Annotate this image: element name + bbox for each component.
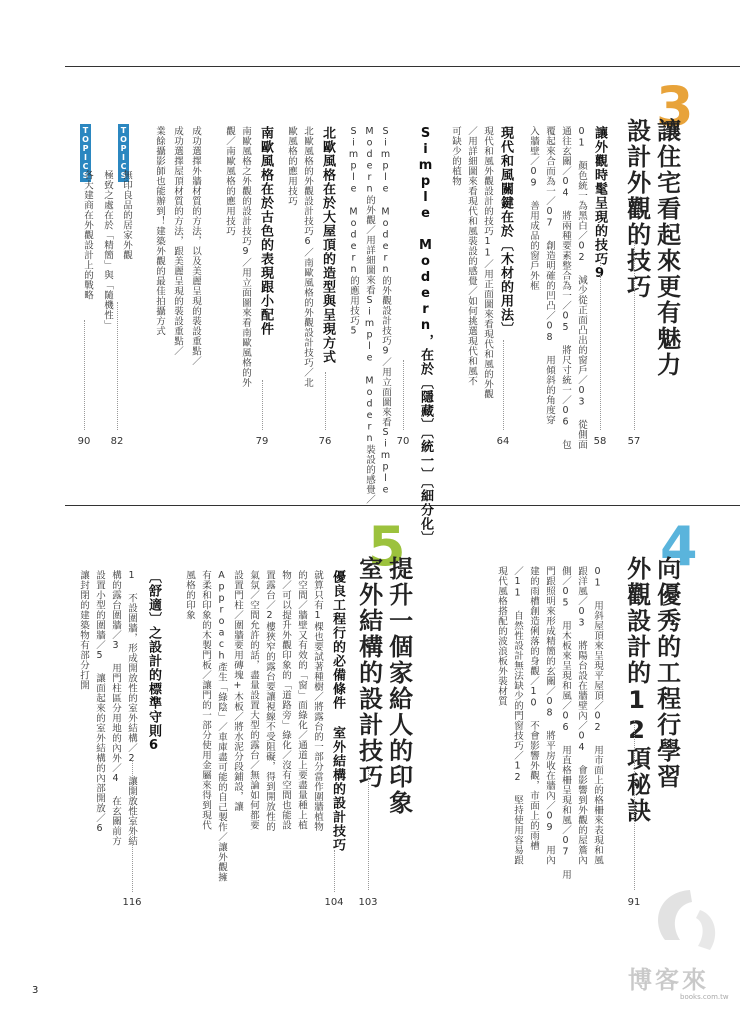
section-page: 82	[110, 436, 124, 447]
chapter-4-body-line: 建的雨槽創造俐落的身觀／10 不會影響外觀，市面上的雨槽	[528, 566, 539, 851]
section-body-line: 北歐風格的外觀設計技巧6／南歐風格的外觀設計技巧／北	[302, 126, 313, 388]
section-page: 104	[324, 897, 344, 908]
chapter-4-body-line: 現代風格搭配的波浪板外裝材質	[496, 566, 507, 706]
section-page: 76	[318, 436, 332, 447]
chapter-4-title-line-2: 外觀設計的12項秘訣	[622, 556, 651, 824]
section-leader	[84, 320, 85, 430]
section-body-line: 入牆壁／09 善用成品的窗戶外框	[528, 126, 539, 291]
topics-badge: TOPICS	[119, 126, 128, 180]
section-body-line: Approach產生「綠陰」／車庫盡可能的自己製作／讓外觀擁	[216, 570, 227, 882]
chapter-4-body-line: 01 用斜屋頂來呈現平屋頂／02 用市面上的格柵來表現和風	[592, 566, 603, 865]
section-leader	[334, 850, 335, 892]
section-body-line: 就算只有1棵也要試著種樹／將露台的一部分當作圍牆植物	[312, 570, 323, 832]
section-body-line: 成功選擇屋頂材質的方法，跟美麗呈現的裝設重點／	[172, 126, 183, 356]
chapter-4-body-line: ／11 自然性設計無法缺少的門窗技巧／12 堅持使用容易跟	[512, 566, 523, 865]
section-body-line: Simple Modern的應用技巧5	[348, 126, 359, 337]
section-title: 〔舒適〕之設計的標準守則6	[146, 570, 161, 754]
chapter-4-body-line: 門跟照明來形成精簡的玄關／08 將平房收在牆內／09 用內	[544, 566, 555, 865]
section-body-line: 覆起來合而為一／07 創造明確的凹凸／08 用傾斜的角度穿	[544, 126, 555, 425]
section-body-line: 成功選擇外牆材質的方法，以及美麗呈現的裝設重點／	[190, 126, 201, 366]
section-page: 90	[77, 436, 91, 447]
section-leader	[132, 760, 133, 892]
section-body-line: 業餘攝影師也能辦到！建築外觀的最佳拍攝方式	[154, 126, 165, 336]
section-page: 64	[496, 436, 510, 447]
section-leader	[600, 262, 601, 430]
topics-text-more: 極致之處在於「精簡」與「隨機性」	[102, 170, 113, 330]
section-leader	[262, 380, 263, 430]
watermark-name: 博客來	[628, 966, 709, 994]
section-leader	[117, 302, 118, 430]
section-title: 優良工程行的必備條件 室外結構的設計技巧	[330, 570, 345, 852]
chapter-4-title-line-1: 向優秀的工程行學習	[652, 556, 681, 790]
chapter-4-number: 4	[660, 515, 698, 578]
chapter-4-leader	[634, 720, 635, 890]
chapter-4-body-line: 跟洋風／03 將陽台設在牆壁內／04 會影響到外觀的屋簷內	[576, 566, 587, 865]
section-body-line: 現代和風外觀設計的技巧11／用正面圖來看現代和風的外觀	[482, 126, 493, 399]
section-title: 現代和風關鍵在於〔木材的用法〕	[498, 126, 513, 336]
section-body-line: Simple Modern的外觀設計技巧9／用立面圖來看Simple	[380, 126, 391, 496]
section-body-line: Modern的外觀／用詳細圖來看Simple Modern裝設的感覺／	[364, 126, 375, 505]
topics-text: 各大建商在外觀設計上的戰略	[82, 170, 93, 300]
section-body-line: 觀／南歐風格的應用技巧	[224, 126, 235, 236]
section-leader	[325, 372, 326, 430]
section-body-line: 01 顏色統一為黑白／02 減少從正面凸出的窗戶／03 從側面	[576, 126, 587, 450]
chapter-5-title-line-2: 室外結構的設計技巧	[354, 556, 383, 790]
section-body-line: ／用詳細圖來看現代和風裝設的感覺／如何挑選現代和風不	[466, 126, 477, 386]
section-body-line: 可缺少的植物	[450, 126, 461, 186]
chapter-4-body-line: 側／05 用木板來呈現和風／06 用直格柵呈現和風／07 用	[560, 566, 571, 880]
top-rule	[65, 66, 740, 67]
chapter-3-number: 3	[656, 75, 694, 138]
section-body-line: 氣氛／空間允許的話，盡量設置大型的露台／無論如何都要	[248, 570, 259, 830]
section-body-line: 南歐風格之外觀的設計技巧9／用立面圖來看南歐風格的外	[240, 126, 251, 388]
chapter-5-page: 103	[358, 897, 378, 908]
section-leader	[503, 340, 504, 430]
middle-rule	[65, 505, 740, 506]
chapter-3-title-line-1: 讓住宅看起來更有魅力	[652, 118, 681, 378]
section-body-line: 有柔和印象的木製門板／讓門的一部分使用金屬來得到現代	[200, 570, 211, 830]
chapter-3-leader	[634, 240, 635, 430]
section-body-line: 設置小型的圍牆／5 讓面起來的室外結構的內部開放／6	[94, 570, 105, 835]
chapter-5-number: 5	[368, 515, 406, 578]
section-body-line: 構的露台圍牆／3 用門柱區分用地的內外／4 在玄關前方	[110, 570, 121, 846]
section-body-line: 讓封閉的建築物有部分打開	[78, 570, 89, 690]
section-title: 南歐風格在於古色的表現跟小配件	[258, 126, 273, 336]
topics-text: 無印良品的居家外觀	[121, 170, 132, 260]
section-body-line: 通往玄關／04 將兩種要素整合為一／05 將尺寸統一／06 包	[560, 126, 571, 450]
chapter-5-title-line-1: 提升一個家給人的印象	[384, 556, 413, 816]
watermark-url: books.com.tw	[680, 993, 729, 1001]
section-body-line: 物／可以提升外觀印象的「道路旁」綠化／沒有空間也能設	[280, 570, 291, 830]
section-body-line: 1 不設圍牆，形成開放性的室外結構／2 讓開放性室外結	[126, 570, 137, 846]
section-body-line: 歐風格的應用技巧	[286, 126, 297, 206]
page-number: 3	[32, 985, 39, 996]
section-body-line: 風格的印象	[184, 570, 195, 620]
section-body-line: 置露台／2樓狹窄的露台要讓視線不受阻礙，得到開放性的	[264, 570, 275, 832]
section-page: 116	[122, 897, 142, 908]
section-title: 北歐風格在於大屋頂的造型與呈現方式	[320, 126, 335, 364]
section-leader	[403, 360, 404, 430]
section-title: Simple Modern，在於〔隱藏〕〔統一〕〔細分化〕	[418, 126, 433, 545]
chapter-5-leader	[368, 770, 369, 890]
topics-badge: TOPICS	[81, 126, 90, 180]
section-page: 79	[255, 436, 269, 447]
section-title: 讓外觀時髦呈現的技巧9	[592, 126, 607, 282]
section-body-line: 設置門柱／圍牆要用磚塊+木板／將水泥分段鋪設，讓	[232, 570, 243, 812]
section-body-line: 的空間／牆壁又有效的「窗」面綠化／通道上要盡量種上植	[296, 570, 307, 830]
chapter-3-page: 57	[627, 436, 641, 447]
chapter-4-page: 91	[627, 897, 641, 908]
chapter-3-title-line-2: 設計外觀的技巧	[622, 118, 651, 300]
section-page: 58	[593, 436, 607, 447]
section-page: 70	[396, 436, 410, 447]
